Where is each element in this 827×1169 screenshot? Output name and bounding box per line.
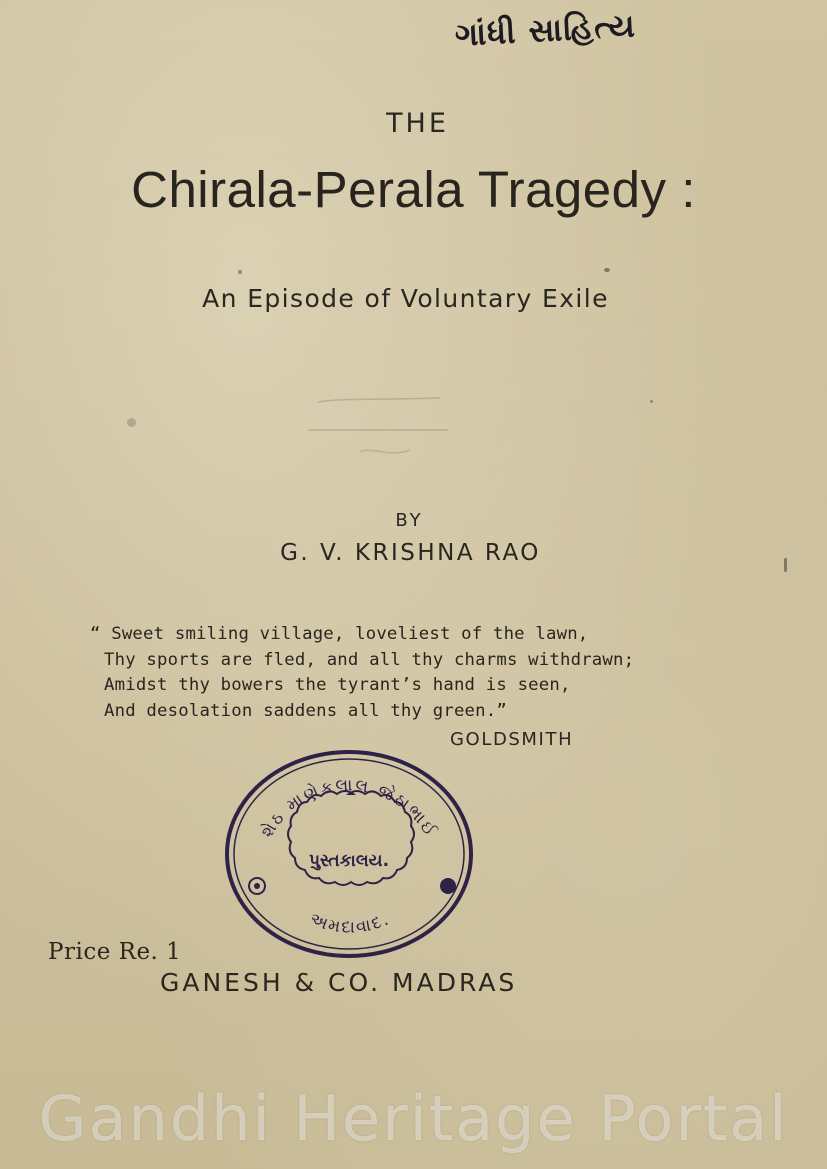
- epigraph-line: Amidst thy bowers the tyrant’s hand is seen,: [104, 675, 571, 695]
- faint-pencil-mark: [300, 388, 460, 468]
- watermark: Gandhi Heritage Portal: [38, 1082, 789, 1155]
- paper-speck: [127, 418, 136, 427]
- library-stamp: [223, 748, 475, 960]
- author-name: G. V. KRISHNA RAO: [280, 540, 541, 566]
- epigraph: [90, 622, 650, 724]
- price: Price Re. 1: [48, 939, 182, 965]
- paper-speck: [650, 400, 653, 403]
- stamp-dot-icon: [440, 878, 456, 894]
- paper-speck: [238, 270, 242, 274]
- svg-text:અમદાવાદ.: [307, 909, 393, 938]
- book-title: Chirala-Perala Tragedy :: [131, 161, 696, 218]
- stamp-inner-text: પુસ્તકાલય.: [308, 851, 390, 871]
- paper-speck: [784, 558, 787, 572]
- publisher: GANESH & CO. MADRAS: [160, 968, 518, 997]
- handwritten-note: ગાંધી સાહિત્ય: [453, 6, 637, 54]
- stamp-outer-text: શેઠ માણેકલાલ જેઠાભાઈ: [257, 775, 441, 842]
- byline-label: BY: [395, 510, 424, 531]
- epigraph-line: Thy sports are fled, and all thy charms withdrawn;: [104, 649, 635, 670]
- title-prefix: THE: [386, 108, 449, 139]
- stamp-flower-icon: [249, 878, 265, 894]
- epigraph-attribution: GOLDSMITH: [450, 729, 574, 750]
- paper-speck: [604, 268, 610, 272]
- stamp-bottom-text: અમદાવાદ.: [306, 909, 394, 938]
- epigraph-line: And desolation saddens all thy green.”: [104, 700, 507, 721]
- epigraph-line: “ Sweet smiling village, loveliest of the lawn,: [90, 624, 589, 644]
- book-subtitle: An Episode of Voluntary Exile: [202, 284, 609, 313]
